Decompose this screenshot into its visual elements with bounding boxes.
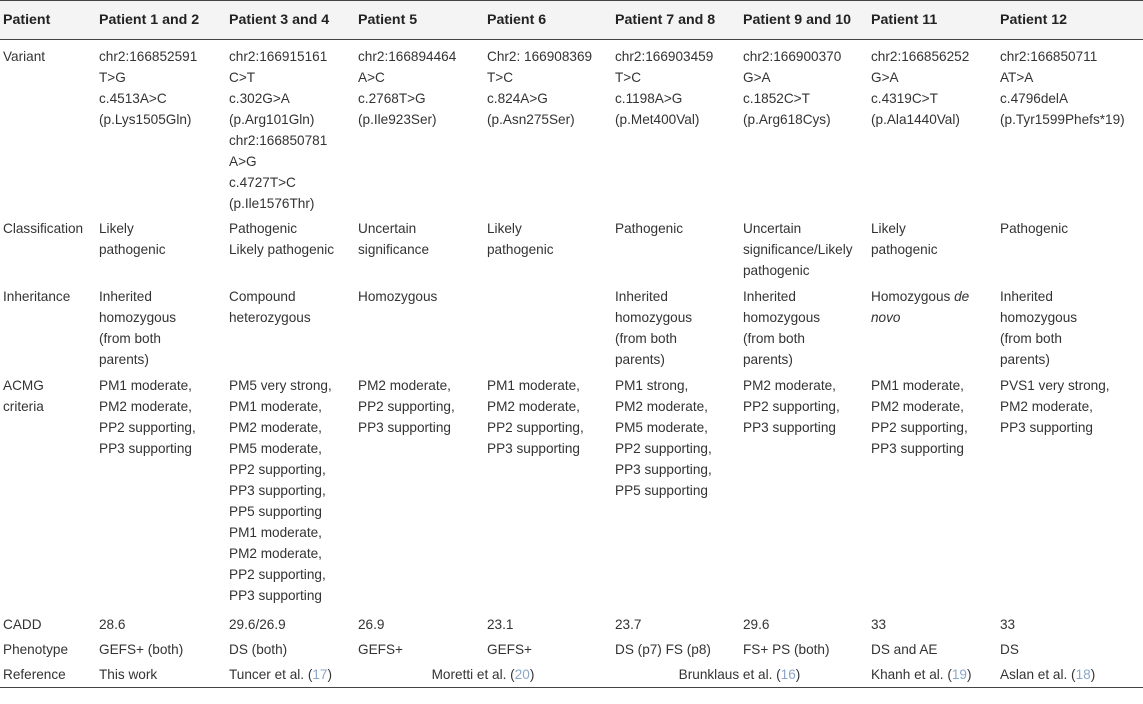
table-cell: 29.6/26.9	[229, 617, 286, 632]
table-cell: DS (both)	[229, 642, 288, 657]
table-cell: chr2:166850711 AT>A c.4796delA (p.Tyr1599Phefs*19)	[1000, 49, 1125, 127]
reference-close: )	[327, 667, 333, 682]
reference-number-link[interactable]: 16	[780, 667, 796, 682]
reference-text: Moretti et al. (	[431, 667, 515, 682]
table-cell: chr2:166903459 T>C c.1198A>G (p.Met400Val)	[615, 49, 714, 127]
header-patient-9-10: Patient 9 and 10	[740, 1, 868, 40]
row-phenotype	[0, 637, 1143, 662]
row-variant	[0, 40, 1143, 219]
table-cell: Inherited homozygous (from both parents)	[743, 289, 821, 367]
header-patient-1-2: Patient 1 and 2	[96, 1, 226, 40]
table-cell: Likely pathogenic	[487, 221, 554, 257]
reference-khanh	[868, 662, 997, 688]
table-cell: Uncertain significance	[358, 221, 430, 257]
table-cell: Homozygous	[358, 289, 438, 304]
table-cell: Compound heterozygous	[229, 289, 311, 325]
table-cell: chr2:166852591 T>G c.4513A>C (p.Lys1505Gln)	[99, 49, 198, 127]
header-patient-3-4: Patient 3 and 4	[226, 1, 355, 40]
table-cell: 26.9	[358, 617, 385, 632]
table-cell: PM1 moderate, PM2 moderate, PP2 supporting, PP3 supporting	[99, 378, 196, 456]
table-cell: 33	[1000, 617, 1016, 632]
row-label: Phenotype	[3, 642, 69, 657]
row-classification	[0, 218, 1143, 286]
table-cell: GEFS+	[358, 642, 403, 657]
table-cell: PM5 very strong, PM1 moderate, PM2 moderate, PM5 moderate, PP2 supporting, PP3 supporting, PP5 supporting PM1 moderate, PM2 moderate, PP2 supporting, PP3 supporting	[229, 378, 332, 603]
table-cell: PM1 strong, PM2 moderate, PM5 moderate, PP2 supporting, PP3 supporting, PP5 supporting	[615, 378, 712, 498]
table-cell: FS+ PS (both)	[743, 642, 830, 657]
header-patient-12: Patient 12	[997, 1, 1143, 40]
table-cell: DS	[1000, 642, 1019, 657]
reference-close: )	[529, 667, 535, 682]
table-cell: GEFS+ (both)	[99, 642, 184, 657]
table-cell: 28.6	[99, 617, 126, 632]
table-cell: DS and AE	[871, 642, 938, 657]
reference-number-link[interactable]: 20	[514, 667, 530, 682]
table-cell: GEFS+	[487, 642, 532, 657]
table-cell: PM1 moderate, PM2 moderate, PP2 supporting, PP3 supporting	[871, 378, 968, 456]
table-cell: chr2:166915161 C>T c.302G>A (p.Arg101Gln) chr2:166850781 A>G c.4727T>C (p.Ile1576Thr)	[229, 49, 328, 211]
header-patient-6: Patient 6	[484, 1, 612, 40]
table-cell	[484, 286, 612, 375]
row-label	[0, 375, 96, 612]
table-cell: Chr2: 166908369 T>C c.824A>G (p.Asn275Ser)	[487, 49, 593, 127]
table-cell: Inherited homozygous (from both parents)	[1000, 289, 1078, 367]
table-cell: PVS1 very strong, PM2 moderate, PP3 supporting	[1000, 378, 1110, 435]
reference-text: Brunklaus et al. (	[678, 667, 781, 682]
table-cell: PM2 moderate, PP2 supporting, PP3 supporting	[358, 378, 455, 435]
header-patient-5: Patient 5	[355, 1, 484, 40]
reference-text: Aslan et al. (	[1000, 667, 1076, 682]
header-patient: Patient	[0, 1, 96, 40]
table-cell: PM2 moderate, PP2 supporting, PP3 supporting	[743, 378, 840, 435]
row-acmg	[0, 375, 1143, 612]
reference-number-link[interactable]: 17	[312, 667, 328, 682]
table-cell	[868, 286, 997, 375]
row-label: Inheritance	[3, 289, 71, 304]
row-label-line2: criteria	[3, 399, 44, 414]
table-cell: Pathogenic	[615, 221, 684, 236]
table-cell: Inherited homozygous (from both parents)	[99, 289, 177, 367]
table-cell: 33	[871, 617, 887, 632]
table-cell: chr2:166900370 G>A c.1852C>T (p.Arg618Cys)	[743, 49, 842, 127]
row-label: Reference	[0, 662, 96, 688]
row-reference	[0, 662, 1143, 688]
reference-number-link[interactable]: 18	[1075, 667, 1091, 682]
table-cell: 29.6	[743, 617, 770, 632]
table-cell: PM1 moderate, PM2 moderate, PP2 supporting, PP3 supporting	[487, 378, 584, 456]
reference-moretti	[355, 662, 612, 688]
header-patient-11: Patient 11	[868, 1, 997, 40]
inheritance-plain: Homozygous	[871, 289, 955, 304]
row-label: Classification	[3, 221, 84, 236]
inheritance-italic: de novo	[871, 289, 970, 325]
row-label-line1: ACMG	[3, 378, 44, 393]
reference-tuncer	[226, 662, 355, 688]
table-cell: Likely pathogenic	[99, 221, 166, 257]
table-cell: DS (p7) FS (p8)	[615, 642, 711, 657]
reference-close: )	[1090, 667, 1096, 682]
reference-text: Khanh et al. (	[871, 667, 952, 682]
reference-this-work: This work	[96, 662, 226, 688]
row-cadd	[0, 612, 1143, 637]
row-label: Variant	[3, 49, 46, 64]
table-cell: Uncertain significance/Likely pathogenic	[743, 221, 853, 278]
table-cell: Inherited homozygous (from both parents)	[615, 289, 693, 367]
table-cell: Likely pathogenic	[871, 221, 938, 257]
row-label: CADD	[3, 617, 42, 632]
table-cell: Pathogenic Likely pathogenic	[229, 221, 335, 257]
reference-close: )	[795, 667, 801, 682]
table-cell: Pathogenic	[1000, 221, 1069, 236]
header-patient-7-8: Patient 7 and 8	[612, 1, 740, 40]
reference-text: Tuncer et al. (	[229, 667, 313, 682]
reference-close: )	[966, 667, 972, 682]
row-inheritance	[0, 286, 1143, 375]
table-cell: 23.7	[615, 617, 642, 632]
header-row	[0, 1, 1143, 40]
table-cell: chr2:166856252 G>A c.4319C>T (p.Ala1440Val)	[871, 49, 970, 127]
reference-brunklaus	[612, 662, 868, 688]
reference-aslan	[997, 662, 1143, 688]
table-cell: 23.1	[487, 617, 514, 632]
reference-number-link[interactable]: 19	[951, 667, 967, 682]
table-cell: chr2:166894464 A>C c.2768T>G (p.Ile923Ser)	[358, 49, 457, 127]
